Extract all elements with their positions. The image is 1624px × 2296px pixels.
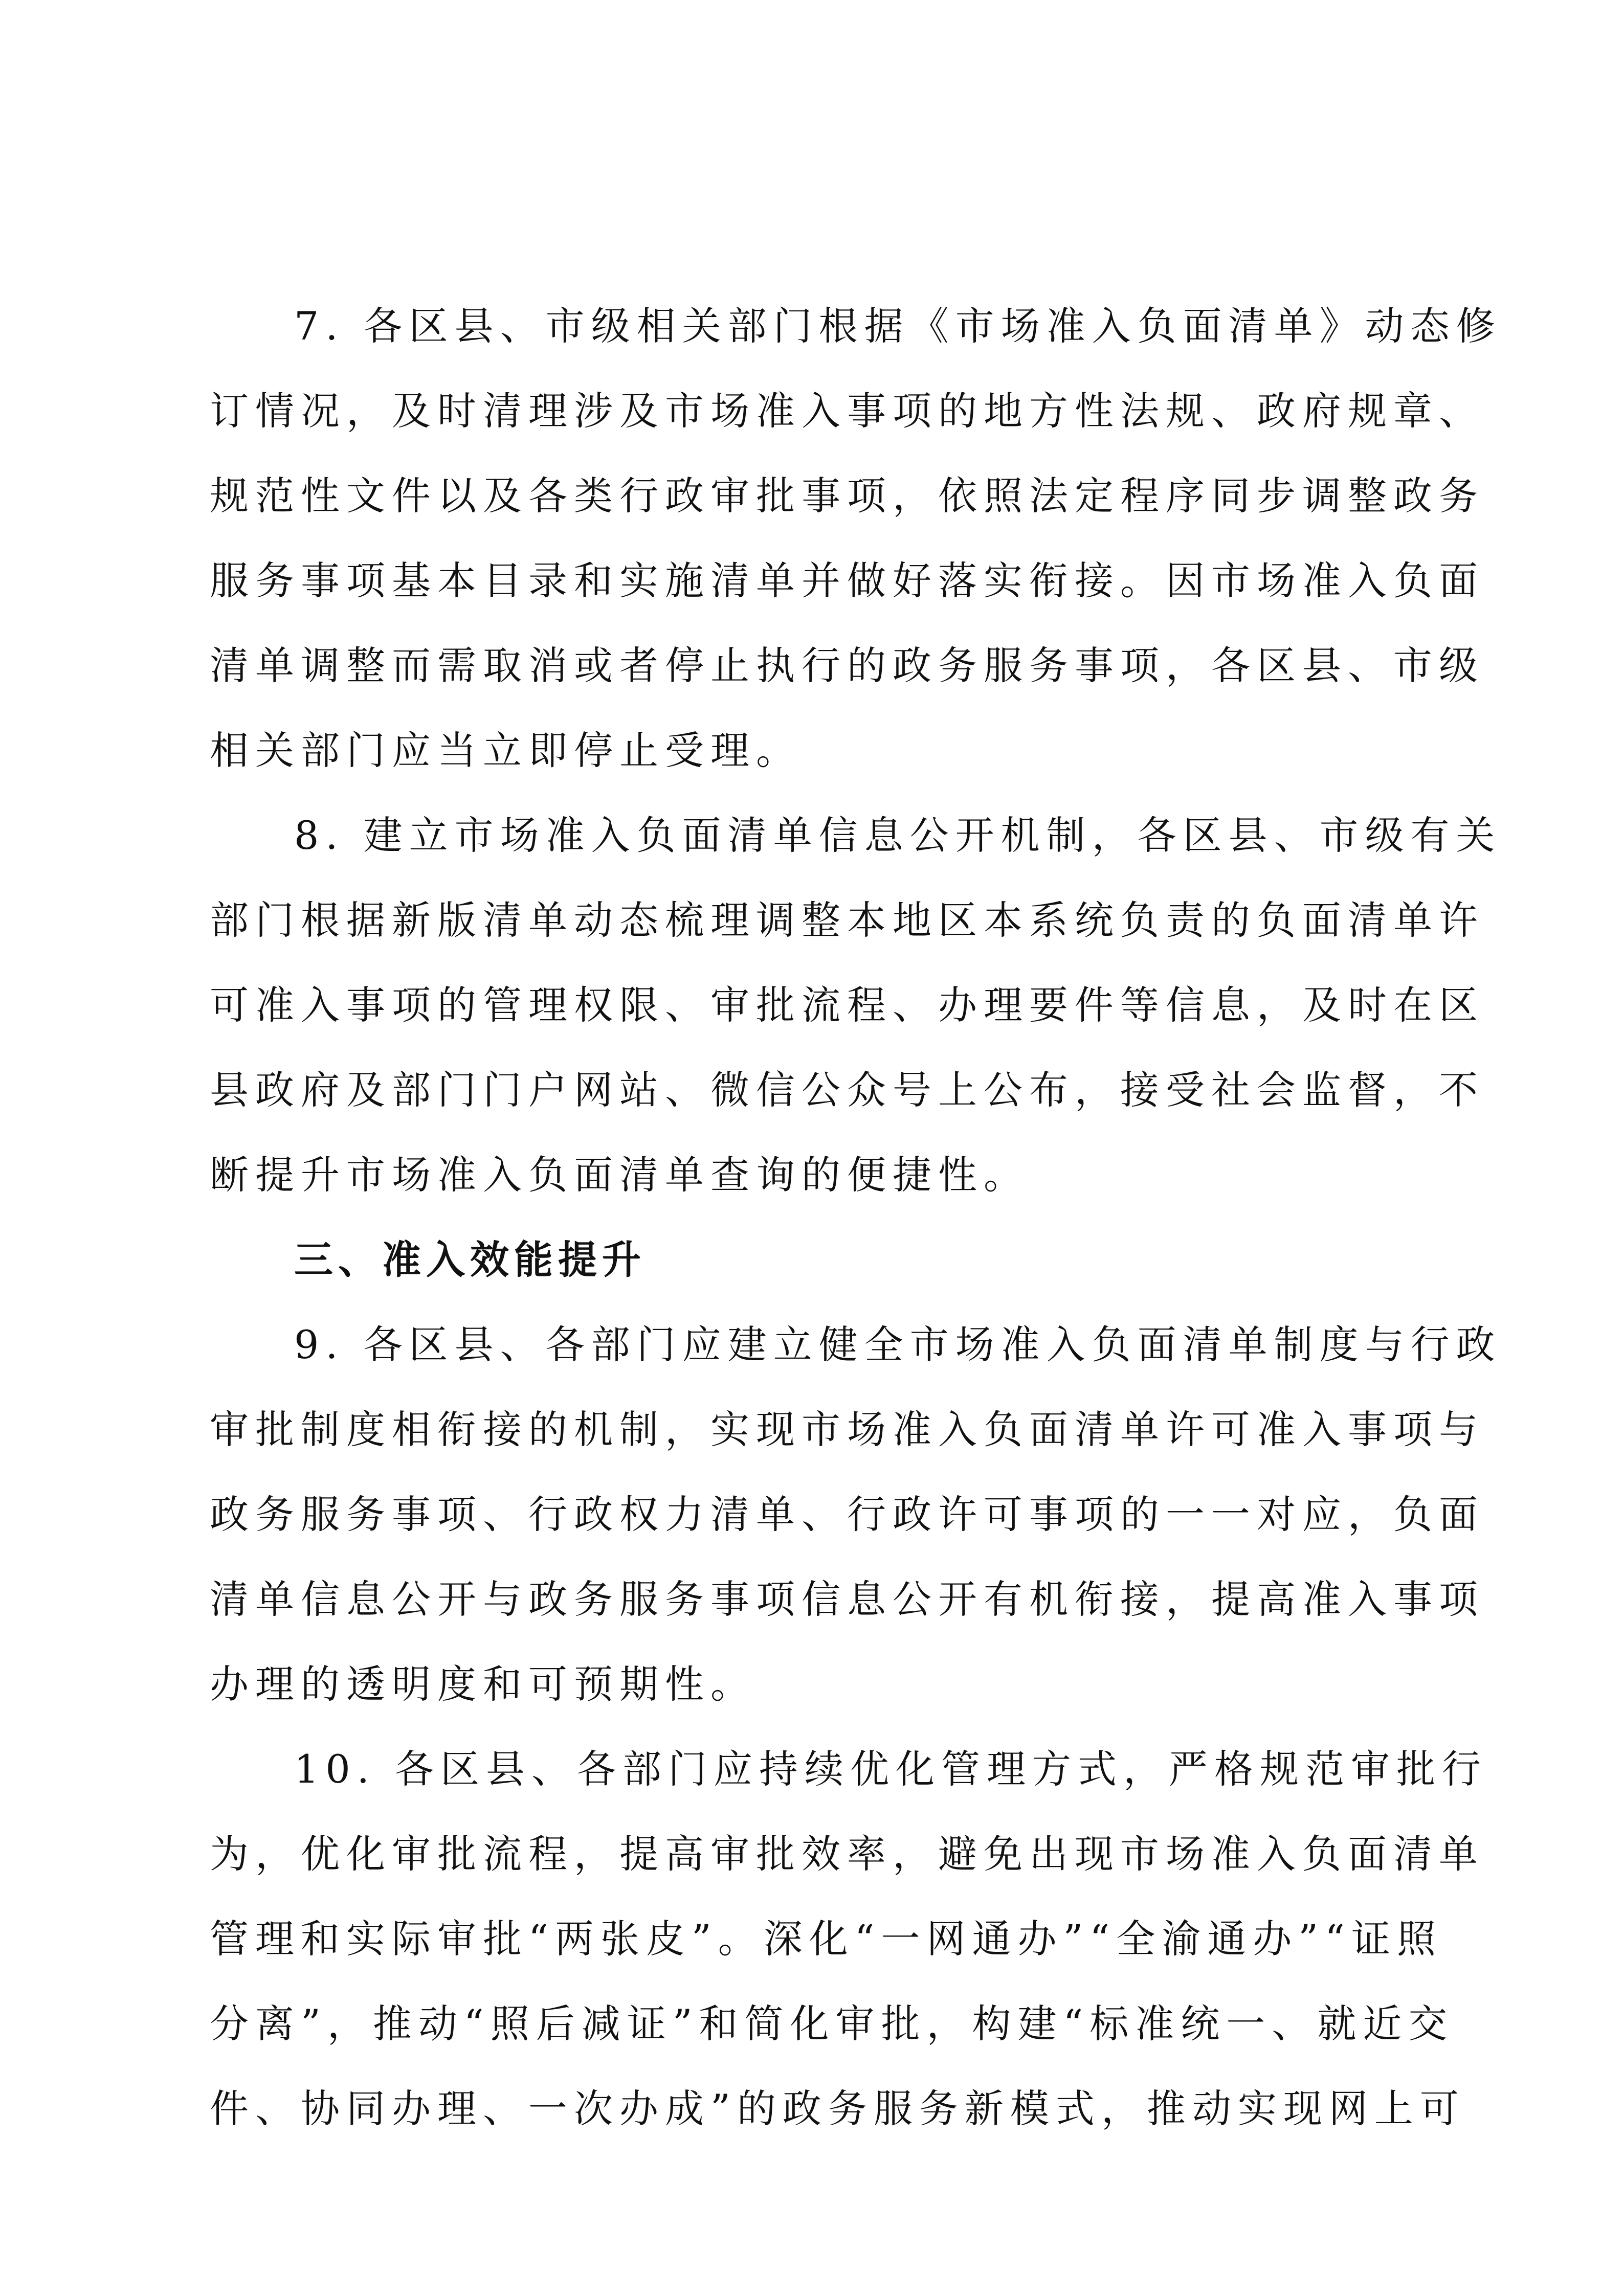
paragraph-line: 为，优化审批流程，提高审批效率，避免出现市场准入负面清单 bbox=[210, 1831, 1484, 1877]
paragraph-line: 10. 各区县、各部门应持续优化管理方式，严格规范审批行 bbox=[294, 1746, 1488, 1792]
paragraph-line: 规范性文件以及各类行政审批事项，依照法定程序同步调整政务 bbox=[210, 473, 1484, 519]
paragraph-9 bbox=[210, 1302, 1502, 1727]
paragraph-line: 7. 各区县、市级相关部门根据《市场准入负面清单》动态修 bbox=[294, 303, 1502, 349]
section-heading-block bbox=[210, 1218, 1422, 1302]
paragraph-line: 8. 建立市场准入负面清单信息公开机制，各区县、市级有关 bbox=[294, 813, 1502, 858]
paragraph-line: 服务事项基本目录和实施清单并做好落实衔接。因市场准入负面 bbox=[210, 558, 1484, 603]
paragraph-line: 9. 各区县、各部门应建立健全市场准入负面清单制度与行政 bbox=[294, 1322, 1502, 1367]
paragraph-line: 相关部门应当立即停止受理。 bbox=[210, 728, 802, 773]
paragraph-line: 分离”，推动“照后减证”和简化审批，构建“标准统一、就近交 bbox=[210, 2001, 1454, 2046]
paragraph-line: 件、协同办理、一次办成”的政务服务新模式，推动实现网上可 bbox=[210, 2086, 1465, 2131]
paragraph-line: 订情况，及时清理涉及市场准入事项的地方性法规、政府规章、 bbox=[210, 388, 1484, 434]
paragraph-line: 部门根据新版清单动态梳理调整本地区本系统负责的负面清单许 bbox=[210, 897, 1484, 943]
paragraph-line: 管理和实际审批“两张皮”。深化“一网通办”“全渝通办”“证照 bbox=[210, 1916, 1442, 1962]
document-body bbox=[210, 284, 1502, 2151]
paragraph-8 bbox=[210, 793, 1502, 1218]
paragraph-line: 可准入事项的管理权限、审批流程、办理要件等信息，及时在区 bbox=[210, 982, 1484, 1028]
paragraph-line: 办理的透明度和可预期性。 bbox=[210, 1661, 756, 1707]
paragraph-10 bbox=[210, 1727, 1488, 2151]
section-heading: 三、准入效能提升 bbox=[294, 1237, 646, 1282]
paragraph-line: 政务服务事项、行政权力清单、行政许可事项的一一对应，负面 bbox=[210, 1492, 1484, 1537]
paragraph-line: 县政府及部门门户网站、微信公众号上公布，接受社会监督，不 bbox=[210, 1067, 1484, 1113]
paragraph-7 bbox=[210, 284, 1502, 793]
paragraph-line: 清单调整而需取消或者停止执行的政务服务事项，各区县、市级 bbox=[210, 643, 1484, 688]
paragraph-line: 清单信息公开与政务服务事项信息公开有机衔接，提高准入事项 bbox=[210, 1577, 1484, 1622]
paragraph-line: 审批制度相衔接的机制，实现市场准入负面清单许可准入事项与 bbox=[210, 1407, 1484, 1452]
paragraph-line: 断提升市场准入负面清单查询的便捷性。 bbox=[210, 1152, 1029, 1198]
